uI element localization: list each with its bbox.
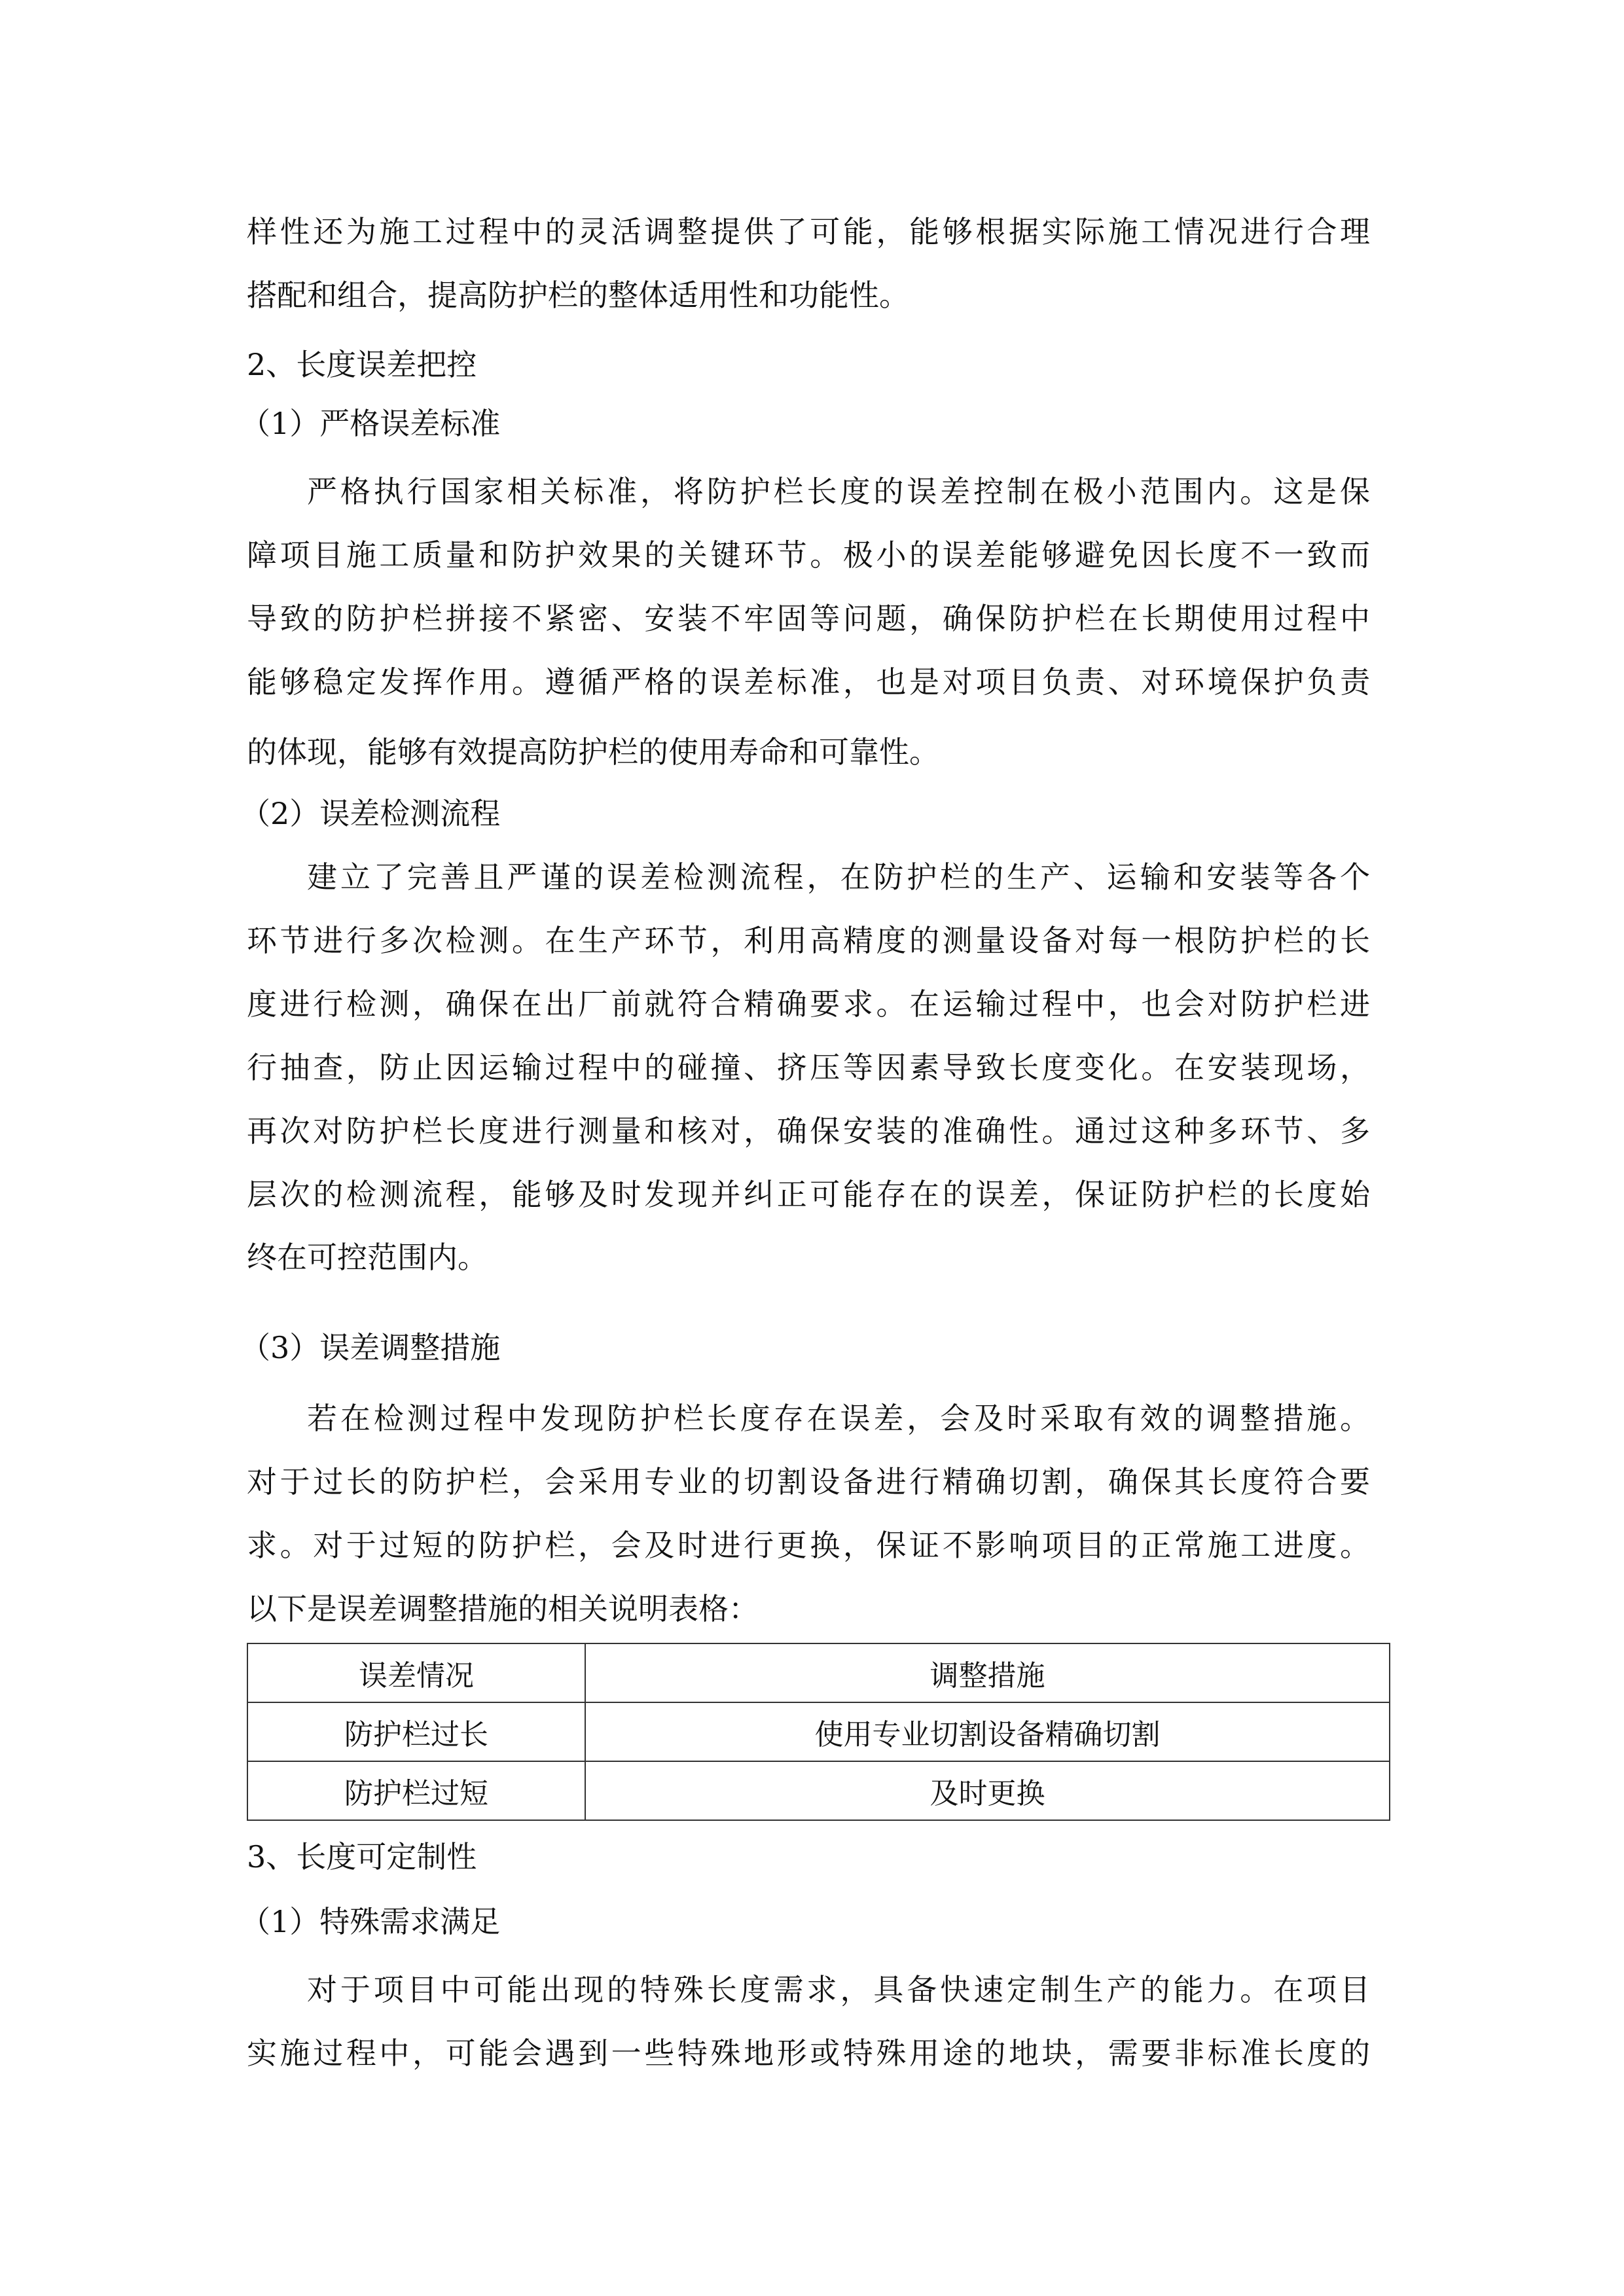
paragraph-line: 严格执行国家相关标准，将防护栏长度的误差控制在极小范围内。这是保 <box>307 474 1370 509</box>
table-cell: 及时更换 <box>585 1761 1390 1820</box>
paragraph-line: 再次对防护栏长度进行测量和核对，确保安装的准确性。通过这种多环节、多 <box>247 1113 1370 1149</box>
subsection-heading: （3）误差调整措施 <box>240 1330 501 1365</box>
paragraph-line: 实施过程中，可能会遇到一些特殊地形或特殊用途的地块，需要非标准长度的 <box>247 2036 1370 2071</box>
paragraph-line: 能够稳定发挥作用。遵循严格的误差标准，也是对项目负责、对环境保护负责 <box>247 664 1370 700</box>
table-header-row <box>247 1643 1390 1702</box>
intro-line: 搭配和组合，提高防护栏的整体适用性和功能性。 <box>247 278 909 313</box>
paragraph-line: 若在检测过程中发现防护栏长度存在误差，会及时采取有效的调整措施。 <box>307 1401 1370 1436</box>
table-header-cell: 调整措施 <box>585 1643 1390 1702</box>
section-heading: 2、长度误差把控 <box>247 347 477 382</box>
subsection-heading: （2）误差检测流程 <box>240 796 501 831</box>
paragraph-line: 导致的防护栏拼接不紧密、安装不牢固等问题，确保防护栏在长期使用过程中 <box>247 601 1370 636</box>
paragraph-line: 环节进行多次检测。在生产环节，利用高精度的测量设备对每一根防护栏的长 <box>247 923 1370 958</box>
table-row <box>247 1702 1390 1761</box>
intro-line: 样性还为施工过程中的灵活调整提供了可能，能够根据实际施工情况进行合理 <box>247 214 1370 249</box>
subsection-heading: （1）特殊需求满足 <box>240 1904 501 1939</box>
paragraph-line: 障项目施工质量和防护效果的关键环节。极小的误差能够避免因长度不一致而 <box>247 537 1370 573</box>
table-cell: 防护栏过长 <box>247 1702 585 1761</box>
table-cell: 使用专业切割设备精确切割 <box>585 1702 1390 1761</box>
paragraph-line: 终在可控范围内。 <box>247 1240 488 1275</box>
paragraph-line: 行抽查，防止因运输过程中的碰撞、挤压等因素导致长度变化。在安装现场， <box>247 1050 1370 1085</box>
paragraph-line: 层次的检测流程，能够及时发现并纠正可能存在的误差，保证防护栏的长度始 <box>247 1177 1370 1212</box>
table-cell: 防护栏过短 <box>247 1761 585 1820</box>
paragraph-line: 以下是误差调整措施的相关说明表格： <box>247 1591 759 1626</box>
paragraph-line: 对于项目中可能出现的特殊长度需求，具备快速定制生产的能力。在项目 <box>307 1972 1370 2007</box>
table-header-cell: 误差情况 <box>247 1643 585 1702</box>
paragraph-line: 建立了完善且严谨的误差检测流程，在防护栏的生产、运输和安装等各个 <box>307 859 1370 895</box>
section-heading: 3、长度可定制性 <box>247 1839 477 1874</box>
table-row <box>247 1761 1390 1820</box>
subsection-heading: （1）严格误差标准 <box>240 406 501 441</box>
error-adjustment-table <box>247 1643 1390 1821</box>
paragraph-line: 对于过长的防护栏，会采用专业的切割设备进行精确切割，确保其长度符合要 <box>247 1464 1370 1499</box>
paragraph-line: 的体现，能够有效提高防护栏的使用寿命和可靠性。 <box>247 734 939 770</box>
paragraph-line: 度进行检测，确保在出厂前就符合精确要求。在运输过程中，也会对防护栏进 <box>247 986 1370 1022</box>
paragraph-line: 求。对于过短的防护栏，会及时进行更换，保证不影响项目的正常施工进度。 <box>247 1528 1370 1563</box>
